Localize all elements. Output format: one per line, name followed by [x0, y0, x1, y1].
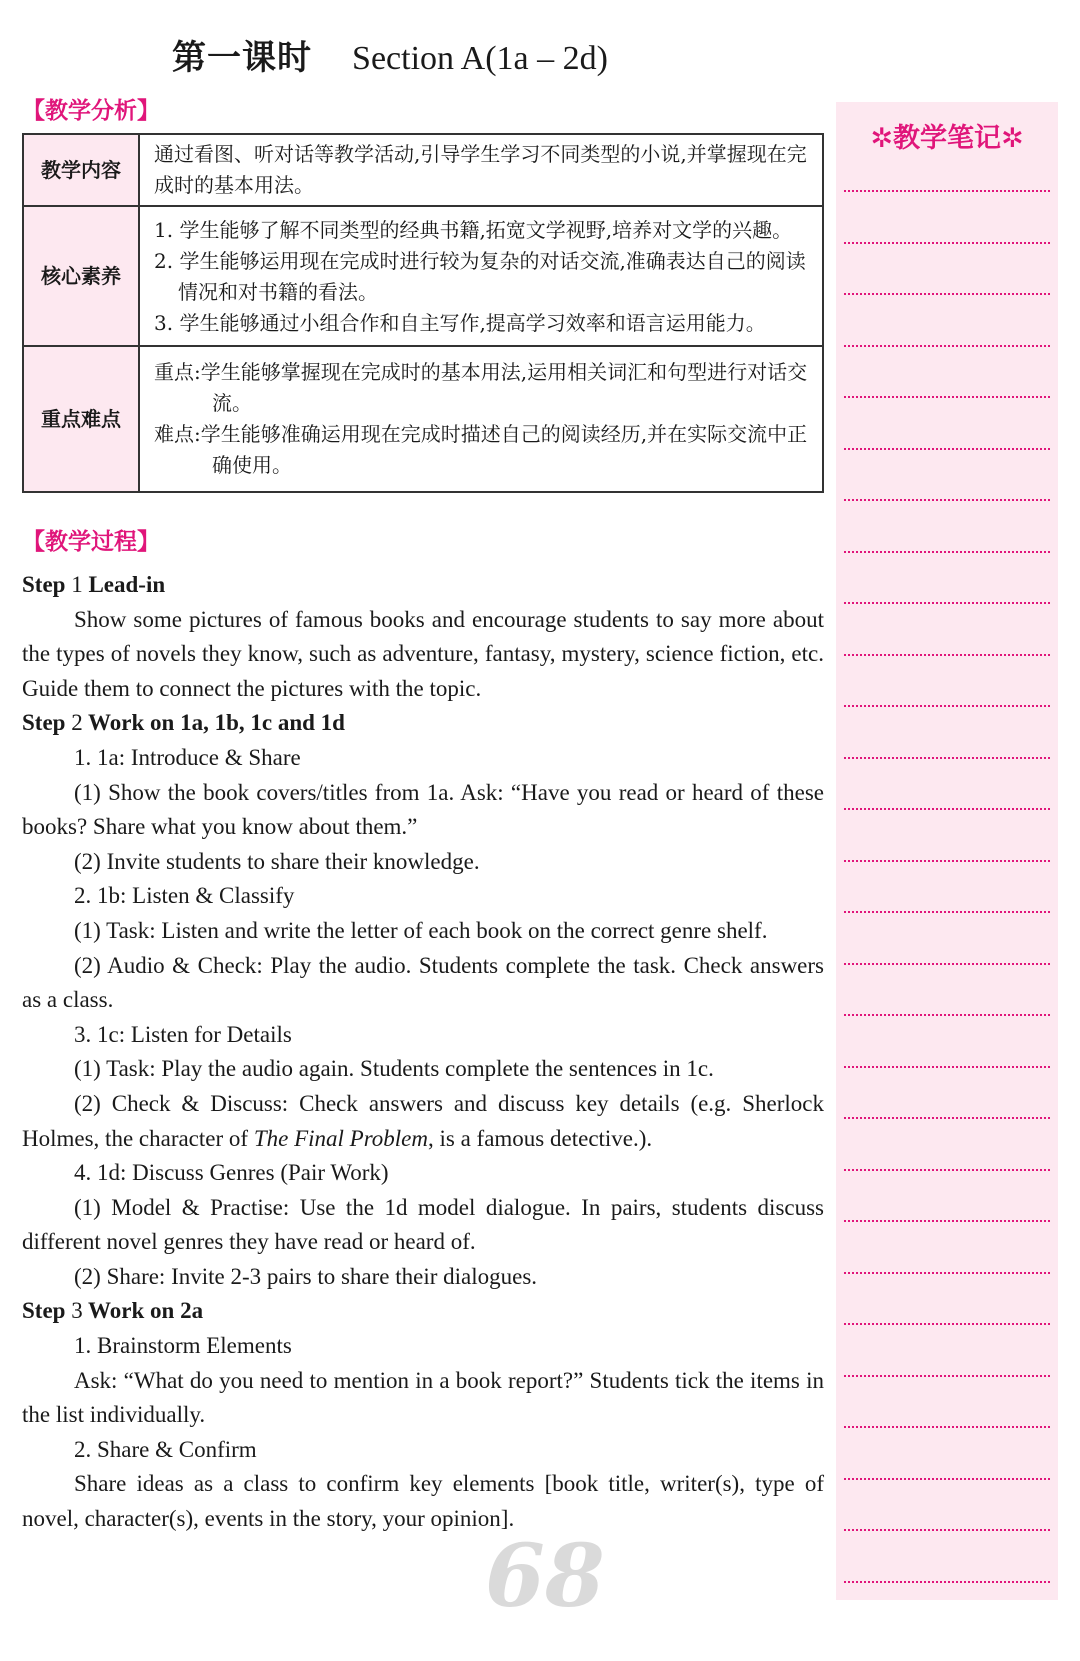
key-label: 重点难点	[23, 346, 139, 492]
key-items	[139, 346, 823, 492]
notes-ruled-line	[844, 190, 1050, 192]
step-3-item-2: 2. Share & Confirm	[74, 1436, 257, 1462]
core-row	[23, 206, 823, 346]
notes-ruled-line	[844, 705, 1050, 707]
step-2-item-1-1: (1) Show the book covers/titles from 1a. Ask: “Have you read or heard of these books? Share what you know about them.”	[22, 779, 824, 840]
book-title: The Final Problem	[253, 1125, 428, 1151]
step-2-item-1-2: (2) Invite students to share their knowledge.	[74, 848, 480, 874]
core-items	[139, 206, 823, 346]
key-row	[23, 346, 823, 492]
notes-ruled-line	[844, 602, 1050, 604]
notes-ruled-line	[844, 1323, 1050, 1325]
step-3-item-1: 1. Brainstorm Elements	[74, 1333, 292, 1359]
notes-ruled-line	[844, 242, 1050, 244]
core-label: 核心素养	[23, 206, 139, 346]
notes-ruled-line	[844, 1014, 1050, 1016]
analysis-table	[22, 133, 824, 493]
analysis-heading: 【教学分析】	[22, 98, 160, 124]
step-2-item-4-1: (1) Model & Practise: Use the 1d model dialogue. In pairs, students discuss different novel genres they have read or heard of.	[22, 1194, 824, 1255]
step-3-item-1-1: Ask: “What do you need to mention in a book report?” Students tick the items in the list individually.	[22, 1367, 824, 1428]
notes-ruled-line	[844, 1529, 1050, 1531]
key-point: 重点:学生能够掌握现在完成时的基本用法,运用相关词汇和句型进行对话交流。	[154, 360, 808, 415]
notes-ruled-line	[844, 1272, 1050, 1274]
notes-ruled-line	[844, 911, 1050, 913]
teaching-process	[22, 568, 824, 1537]
step-3-item-2-1: Share ideas as a class to confirm key elements [book title, writer(s), type of novel, character(s), events in the story, your opinion].	[22, 1471, 824, 1532]
notes-ruled-line	[844, 499, 1050, 501]
notes-ruled-line	[844, 396, 1050, 398]
notes-ruled-line	[844, 1066, 1050, 1068]
lesson-title-en: Section A(1a – 2d)	[352, 40, 608, 77]
notes-ruled-line	[844, 654, 1050, 656]
process-heading: 【教学过程】	[22, 529, 160, 555]
step-2-item-2-2: (2) Audio & Check: Play the audio. Students complete the task. Check answers as a class.	[22, 952, 824, 1013]
step-2-item-4: 4. 1d: Discuss Genres (Pair Work)	[74, 1160, 389, 1186]
content-label: 教学内容	[23, 134, 139, 206]
notes-panel	[836, 102, 1058, 1600]
core-item: 1. 学生能够了解不同类型的经典书籍,拓宽文学视野,培养对文学的兴趣。	[154, 218, 793, 242]
lesson-title	[0, 30, 780, 79]
notes-ruled-line	[844, 1426, 1050, 1428]
step-2-item-2-1: (1) Task: Listen and write the letter of each book on the correct genre shelf.	[74, 917, 768, 943]
lesson-title-cn: 第一课时	[172, 38, 313, 78]
notes-ruled-line	[844, 448, 1050, 450]
notes-ruled-line	[844, 551, 1050, 553]
notes-ruled-line	[844, 1169, 1050, 1171]
content-text: 通过看图、听对话等教学活动,引导学生学习不同类型的小说,并掌握现在完成时的基本用法。	[139, 134, 823, 206]
notes-ruled-line	[844, 963, 1050, 965]
core-item: 2. 学生能够运用现在完成时进行较为复杂的对话交流,准确表达自己的阅读情况和对书籍的看法。	[154, 249, 806, 304]
step-2-item-3-1: (1) Task: Play the audio again. Students complete the sentences in 1c.	[74, 1056, 714, 1082]
notes-ruled-line	[844, 1220, 1050, 1222]
notes-ruled-line	[844, 345, 1050, 347]
notes-ruled-line	[844, 1117, 1050, 1119]
step-2-heading: Step 2 Work on 1a, 1b, 1c and 1d	[22, 710, 345, 736]
notes-ruled-line	[844, 808, 1050, 810]
notes-ruled-line	[844, 1375, 1050, 1377]
difficult-point: 难点:学生能够准确运用现在完成时描述自己的阅读经历,并在实际交流中正确使用。	[154, 422, 808, 477]
step-2-item-3: 3. 1c: Listen for Details	[74, 1021, 292, 1047]
core-item: 3. 学生能够通过小组合作和自主写作,提高学习效率和语言运用能力。	[154, 311, 766, 335]
step-2-item-4-2: (2) Share: Invite 2-3 pairs to share their dialogues.	[74, 1263, 538, 1289]
notes-title: ✲教学笔记✲	[870, 123, 1024, 154]
notes-ruled-line	[844, 1581, 1050, 1583]
notes-ruled-line	[844, 860, 1050, 862]
content-row	[23, 134, 823, 206]
notes-ruled-line	[844, 757, 1050, 759]
step-1-heading: Step 1 Lead-in	[22, 572, 166, 597]
step-2-item-3-2: (2) Check & Discuss: Check answers and discuss key details (e.g. Sherlock Holmes, the character of The Final Problem, is a famous detective.).	[22, 1090, 824, 1151]
notes-ruled-line	[844, 293, 1050, 295]
step-2-item-1: 1. 1a: Introduce & Share	[74, 744, 301, 770]
page-number: 68	[485, 1526, 605, 1627]
step-2-item-2: 2. 1b: Listen & Classify	[74, 883, 295, 909]
step-1-text: Show some pictures of famous books and encourage students to say more about the types of novels they know, such as adventure, fantasy, mystery, science fiction, etc. Guide them to connect the pictures with the topic.	[22, 606, 824, 701]
notes-ruled-line	[844, 1478, 1050, 1480]
step-3-heading: Step 3 Work on 2a	[22, 1298, 204, 1324]
